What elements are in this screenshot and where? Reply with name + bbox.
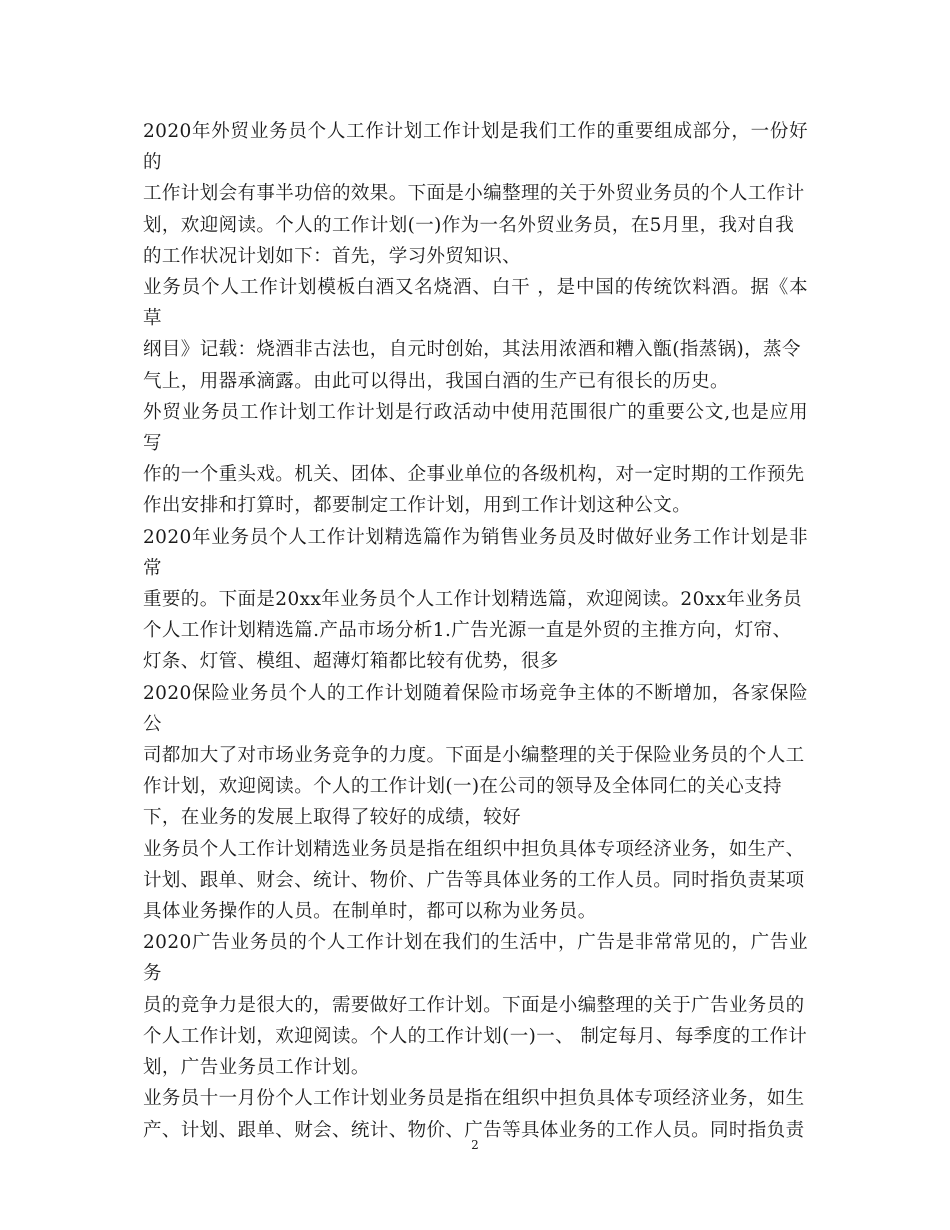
document-body [143,116,808,1146]
paragraph-insurance-plan: 2020保险业务员个人的工作计划随着保险市场竞争主体的不断增加，各家保险公 司都加大了对市场业务竞争的力度。下面是小编整理的关于保险业务员的个人工 作计划，欢迎阅读。个人的工作计划(一)在公司的领导及全体同仁的关心支持 下，在业务的发展上取得了较好的成绩，较好 [143,682,808,829]
page-number: 2 [471,1138,479,1152]
paragraph-liquor-plan-template: 业务员个人工作计划模板白酒又名烧酒、白干 ，是中国的传统饮料酒。据《本草 纲目》记载：烧酒非古法也，自元时创始，其法用浓酒和糟入甑(指蒸锅)，蒸令 气上，用器承滴露。由此可以得出，我国白酒的生产已有很长的历史。 [143,277,808,392]
paragraph-foreign-trade-plan: 2020年外贸业务员个人工作计划工作计划是我们工作的重要组成部分，一份好的 工作计划会有事半功倍的效果。下面是小编整理的关于外贸业务员的个人工作计 划，欢迎阅读。个人的工作计划(一)作为一名外贸业务员，在5月里，我对自我 的工作状况计划如下：首先，学习外贸知识、 [143,121,808,267]
paragraph-advertising-plan: 2020广告业务员的个人工作计划在我们的生活中，广告是非常常见的，广告业务 员的竞争力是很大的，需要做好工作计划。下面是小编整理的关于广告业务员的 个人工作计划，欢迎阅读。个人的工作计划(一)一、 制定每月、每季度的工作计 划，广告业务员工作计划。 [143,932,808,1079]
paragraph-selected-plans: 2020年业务员个人工作计划精选篇作为销售业务员及时做好业务工作计划是非常 重要的。下面是20xx年业务员个人工作计划精选篇，欢迎阅读。20xx年业务员 个人工作计划精选篇.产品市场分析1.广告光源一直是外贸的主推方向，灯帘、 灯条、灯管、模组、超薄灯箱都比较有优势，很多 [143,526,808,673]
paragraph-salesperson-definition: 业务员个人工作计划精选业务员是指在组织中担负具体专项经济业务，如生产、 计划、跟单、财会、统计、物价、广告等具体业务的工作人员。同时指负责某项 具体业务操作的人员。在制单时，都可以称为业务员。 [143,838,805,923]
paragraph-foreign-trade-work-plan: 外贸业务员工作计划工作计划是行政活动中使用范围很广的重要公文,也是应用写 作的一个重头戏。机关、团体、企事业单位的各级机构，对一定时期的工作预先 作出安排和打算时，都要制定工作计划，用到工作计划这种公文。 [143,401,808,517]
paragraph-november-plan: 业务员十一月份个人工作计划业务员是指在组织中担负具体专项经济业务，如生 产、计划、跟单、财会、统计、物价、广告等具体业务的工作人员。同时指负责 [143,1088,805,1141]
